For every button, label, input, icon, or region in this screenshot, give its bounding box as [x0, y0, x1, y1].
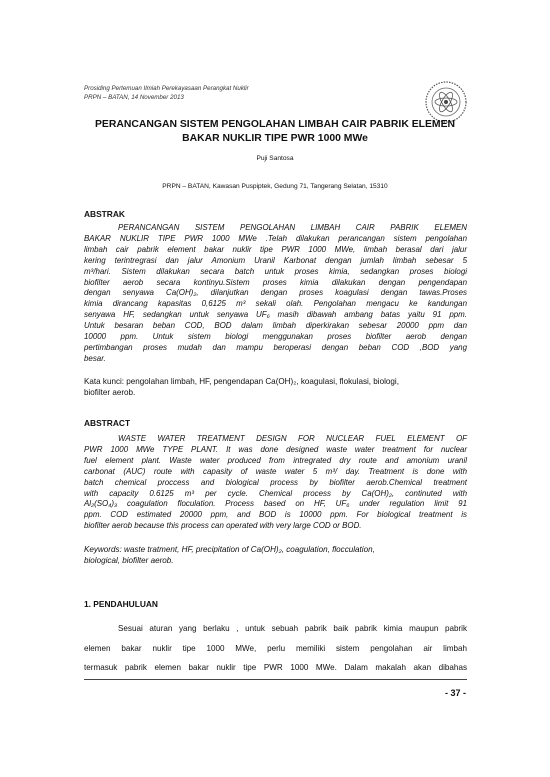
page-number: - 37 - — [444, 688, 466, 698]
abstrak-line: Untuk besaran beban COD, BOD dalam limbah diperkirakan sebesar 20000 ppm dan — [84, 321, 467, 331]
author-affiliation: PRPN – BATAN, Kawasan Puspiptek, Gedung 71, Tangerang Selatan, 15310 — [162, 183, 388, 190]
running-header-line-1: Prosiding Pertemuan Ilmiah Perekayasaan Perangkat Nuklir — [84, 85, 249, 92]
abstrak-heading: ABSTRAK — [84, 209, 125, 219]
abstract-line: PWR 1000 MWe TYPE PLANT. It was done designed waste water treatment for nuclear — [84, 444, 467, 454]
abstrak-line: senyawa HF, sedangkan untuk senyawa UF₆ masih dibawah ambang batas yaitu 91 ppm. — [84, 310, 467, 320]
abstract-keywords-line: Keywords: waste tratment, HF, precipitation of Ca(OH)₂, coagulation, flocculation, — [84, 545, 375, 554]
abstract-line: batch chemical proccess and biological process by biofilter aerob.Chemical treatment — [84, 477, 467, 487]
running-header-line-2: PRPN – BATAN, 14 November 2013 — [84, 93, 184, 101]
abstract-keywords-line: biological, biofilter aerob. — [84, 556, 174, 565]
abstrak-line: besar. — [84, 353, 106, 363]
abstract-line: carbonat (AUC) route with capasity of waste water 5 m³/ day. Treatment is done with — [84, 466, 467, 476]
abstract-line: fuel element plant. Waste water produced from intregrated dry route and amonium uranil — [84, 455, 467, 465]
paper-title-line-1: PERANCANGAN SISTEM PENGOLAHAN LIMBAH CAIR PABRIK ELEMEN — [94, 119, 456, 130]
abstrak-line: biofilter aerob secara kontinyu.Sistem proses kimia dilakukan dengan pengendapan — [84, 277, 467, 287]
footer-rule — [84, 679, 467, 680]
abstract-line: biofilter aerob because this process can operated with very large COD or BOD. — [84, 521, 362, 531]
section-1-body — [84, 619, 467, 678]
abstract-heading: ABSTRACT — [84, 418, 131, 428]
abstrak-line: m³/hari. Sistem dilakukan secara batch untuk proses kimia, sedangkan proses biologi — [84, 266, 467, 276]
paper-title — [60, 118, 490, 146]
abstrak-keywords-line: biofilter aerob. — [84, 388, 136, 397]
abstrak-keywords-line: Kata kunci: pengolahan limbah, HF, pengendapan Ca(OH)₂, koagulasi, flokulasi, biologi, — [84, 377, 399, 386]
abstrak-line: dengan senyawa Ca(OH)₂, dilanjutkan dengan proses koagulasi dengan tawas.Proses — [84, 288, 467, 298]
abstrak-line: limbah cair pabrik element bakar nuklir tipe PWR 1000 MWe, limbah berasal dari jalur — [84, 244, 467, 254]
section-1-line: elemen bakar nuklir tipe 1000 MWe, perlu memiliki sistem pengolahan air limbah — [84, 643, 467, 653]
abstrak-line: BAKAR NUKLIR TIPE PWR 1000 MWe .Telah dilakukan perancangan sistem pengolahan — [84, 233, 467, 243]
author-name: Puji Santosa — [256, 155, 294, 162]
abstrak-line: kimia dirancang kapasitas 0,6125 m³ sekali olah. Pengolahan mengacu ke kandungan — [84, 299, 467, 309]
abstract-line: WASTE WATER TREATMENT DESIGN FOR NUCLEAR FUEL ELEMENT OF — [118, 434, 467, 443]
abstract-keywords — [84, 544, 467, 566]
running-header — [84, 85, 249, 102]
abstract-line: Al₂(SO₄)₃ coagulation floculation. Process based on HF, UF₆ under regulation limit 91 — [84, 499, 467, 509]
abstrak-line: 10000 ppm. Untuk sistem biologi menggunakan proses biofilter aerob dengan — [84, 332, 467, 342]
abstrak-keywords — [84, 376, 467, 398]
abstrak-line: PERANCANGAN SISTEM PENGOLAHAN LIMBAH CAIR PABRIK ELEMEN — [118, 223, 467, 232]
section-1-line: Sesuai aturan yang berlaku , untuk sebuah pabrik baik pabrik kimia maupun pabrik — [118, 624, 467, 633]
paper-title-line-2: BAKAR NUKLIR TIPE PWR 1000 MWe — [182, 133, 368, 144]
abstrak-line: kering terintregrasi dan jalur Amonium Uranil Karbonat dengan jumlah limbah sebesar 5 — [84, 255, 467, 265]
section-1-heading: 1. PENDAHULUAN — [84, 599, 158, 609]
abstract-body — [84, 434, 467, 532]
abstrak-line: pertimbangan proses mudah dan mampu beroperasi dengan beban COD ,BOD yang — [84, 342, 467, 352]
abstract-line: with capacity 0.6125 m³ per cycle. Chemical process by Ca(OH)₂, continuted with — [84, 488, 467, 498]
section-1-line: termasuk pabrik elemen bakar nuklir tipe PWR 1000 MWe. Dalam makalah akan dibahas — [84, 663, 467, 673]
abstrak-body — [84, 223, 467, 365]
abstract-line: ppm. COD estimated 20000 ppm, and BOD is 10000 ppm. For biological treatment is — [84, 510, 467, 520]
